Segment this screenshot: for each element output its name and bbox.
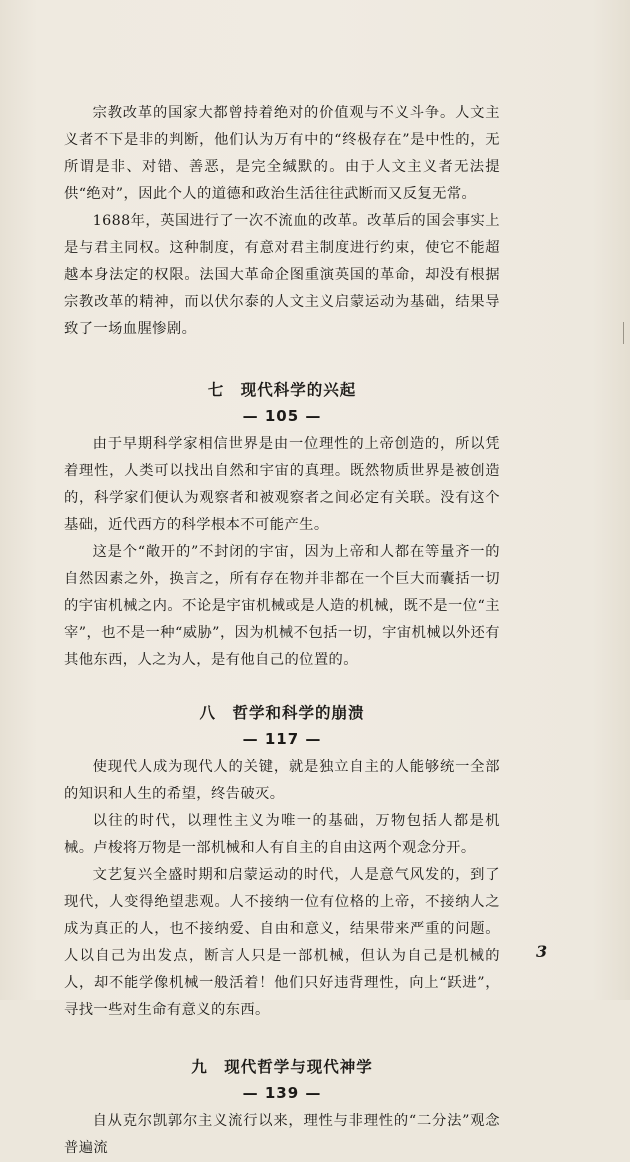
section-heading: 八 哲学和科学的崩溃: [199, 704, 365, 722]
paragraph: 由于早期科学家相信世界是由一位理性的上帝创造的，所以凭着理性，人类可以找出自然和宇宙的真理。既然物质世界是被创造的，科学家们便认为观察者和被观察者之间必定有关联。没有这个基础，近代西方的科学根本不可能产生。: [64, 436, 500, 533]
page-edge-mark: [623, 322, 628, 344]
section-heading: 七 现代科学的兴起: [207, 381, 357, 399]
section-page-ref: — 139 —: [242, 1084, 322, 1102]
page-number: 3: [536, 942, 548, 961]
section-page-ref: — 117 —: [242, 730, 322, 748]
section-heading: 九 现代哲学与现代神学: [191, 1058, 373, 1076]
paragraph: 1688年，英国进行了一次不流血的改革。改革后的国会事实上是与君主同权。这种制度，有意对君主制度进行约束，使它不能超越本身法定的权限。法国大革命企图重演英国的革命，却没有根据宗教改革的精神，而以伏尔泰的人文主义启蒙运动为基础，结果导致了一场血腥惨剧。: [64, 213, 500, 337]
paragraph: 宗教改革的国家大都曾持着绝对的价值观与不义斗争。人文主义者不下是非的判断，他们认为万有中的“终极存在”是中性的，无所谓是非、对错、善恶，是完全缄默的。由于人文主义者无法提供“绝对”，因此个人的道德和政治生活往往武断而又反复无常。: [64, 105, 500, 202]
paragraph: 这是个“敞开的”不封闭的宇宙，因为上帝和人都在等量齐一的自然因素之外，换言之，所有存在物并非都在一个巨大而囊括一切的宇宙机械之内。不论是宇宙机械或是人造的机械，既不是一位“主宰”，也不是一种“威胁”，因为机械不包括一切，宇宙机械以外还有其他东西，人之为人，是有他自己的位置的。: [64, 544, 500, 668]
section-9: [64, 1054, 500, 1162]
paragraph: 以往的时代，以理性主义为唯一的基础，万物包括人都是机械。卢梭将万物是一部机械和人有自主的自由这两个观念分开。: [64, 813, 500, 856]
paragraph: 文艺复兴全盛时期和启蒙运动的时代，人是意气风发的，到了现代，人变得绝望悲观。人不接纳一位有位格的上帝，不接纳人之成为真正的人，也不接纳爱、自由和意义，结果带来严重的问题。人以自己为出发点，断言人只是一部机械，但认为自己是机械的人，却不能学像机械一般活着！他们只好违背理性，向上“跃进”，寻找一些对生命有意义的东西。: [64, 867, 500, 1018]
paragraph: 自从克尔凯郭尔主义流行以来，理性与非理性的“二分法”观念普遍流: [64, 1113, 500, 1156]
section-7: [64, 377, 500, 674]
paragraph: 使现代人成为现代人的关键，就是独立自主的人能够统一全部的知识和人生的希望，终告破灭。: [64, 759, 500, 802]
page-body: [64, 100, 500, 1162]
section-page-ref: — 105 —: [242, 407, 322, 425]
section-8: [64, 700, 500, 1024]
